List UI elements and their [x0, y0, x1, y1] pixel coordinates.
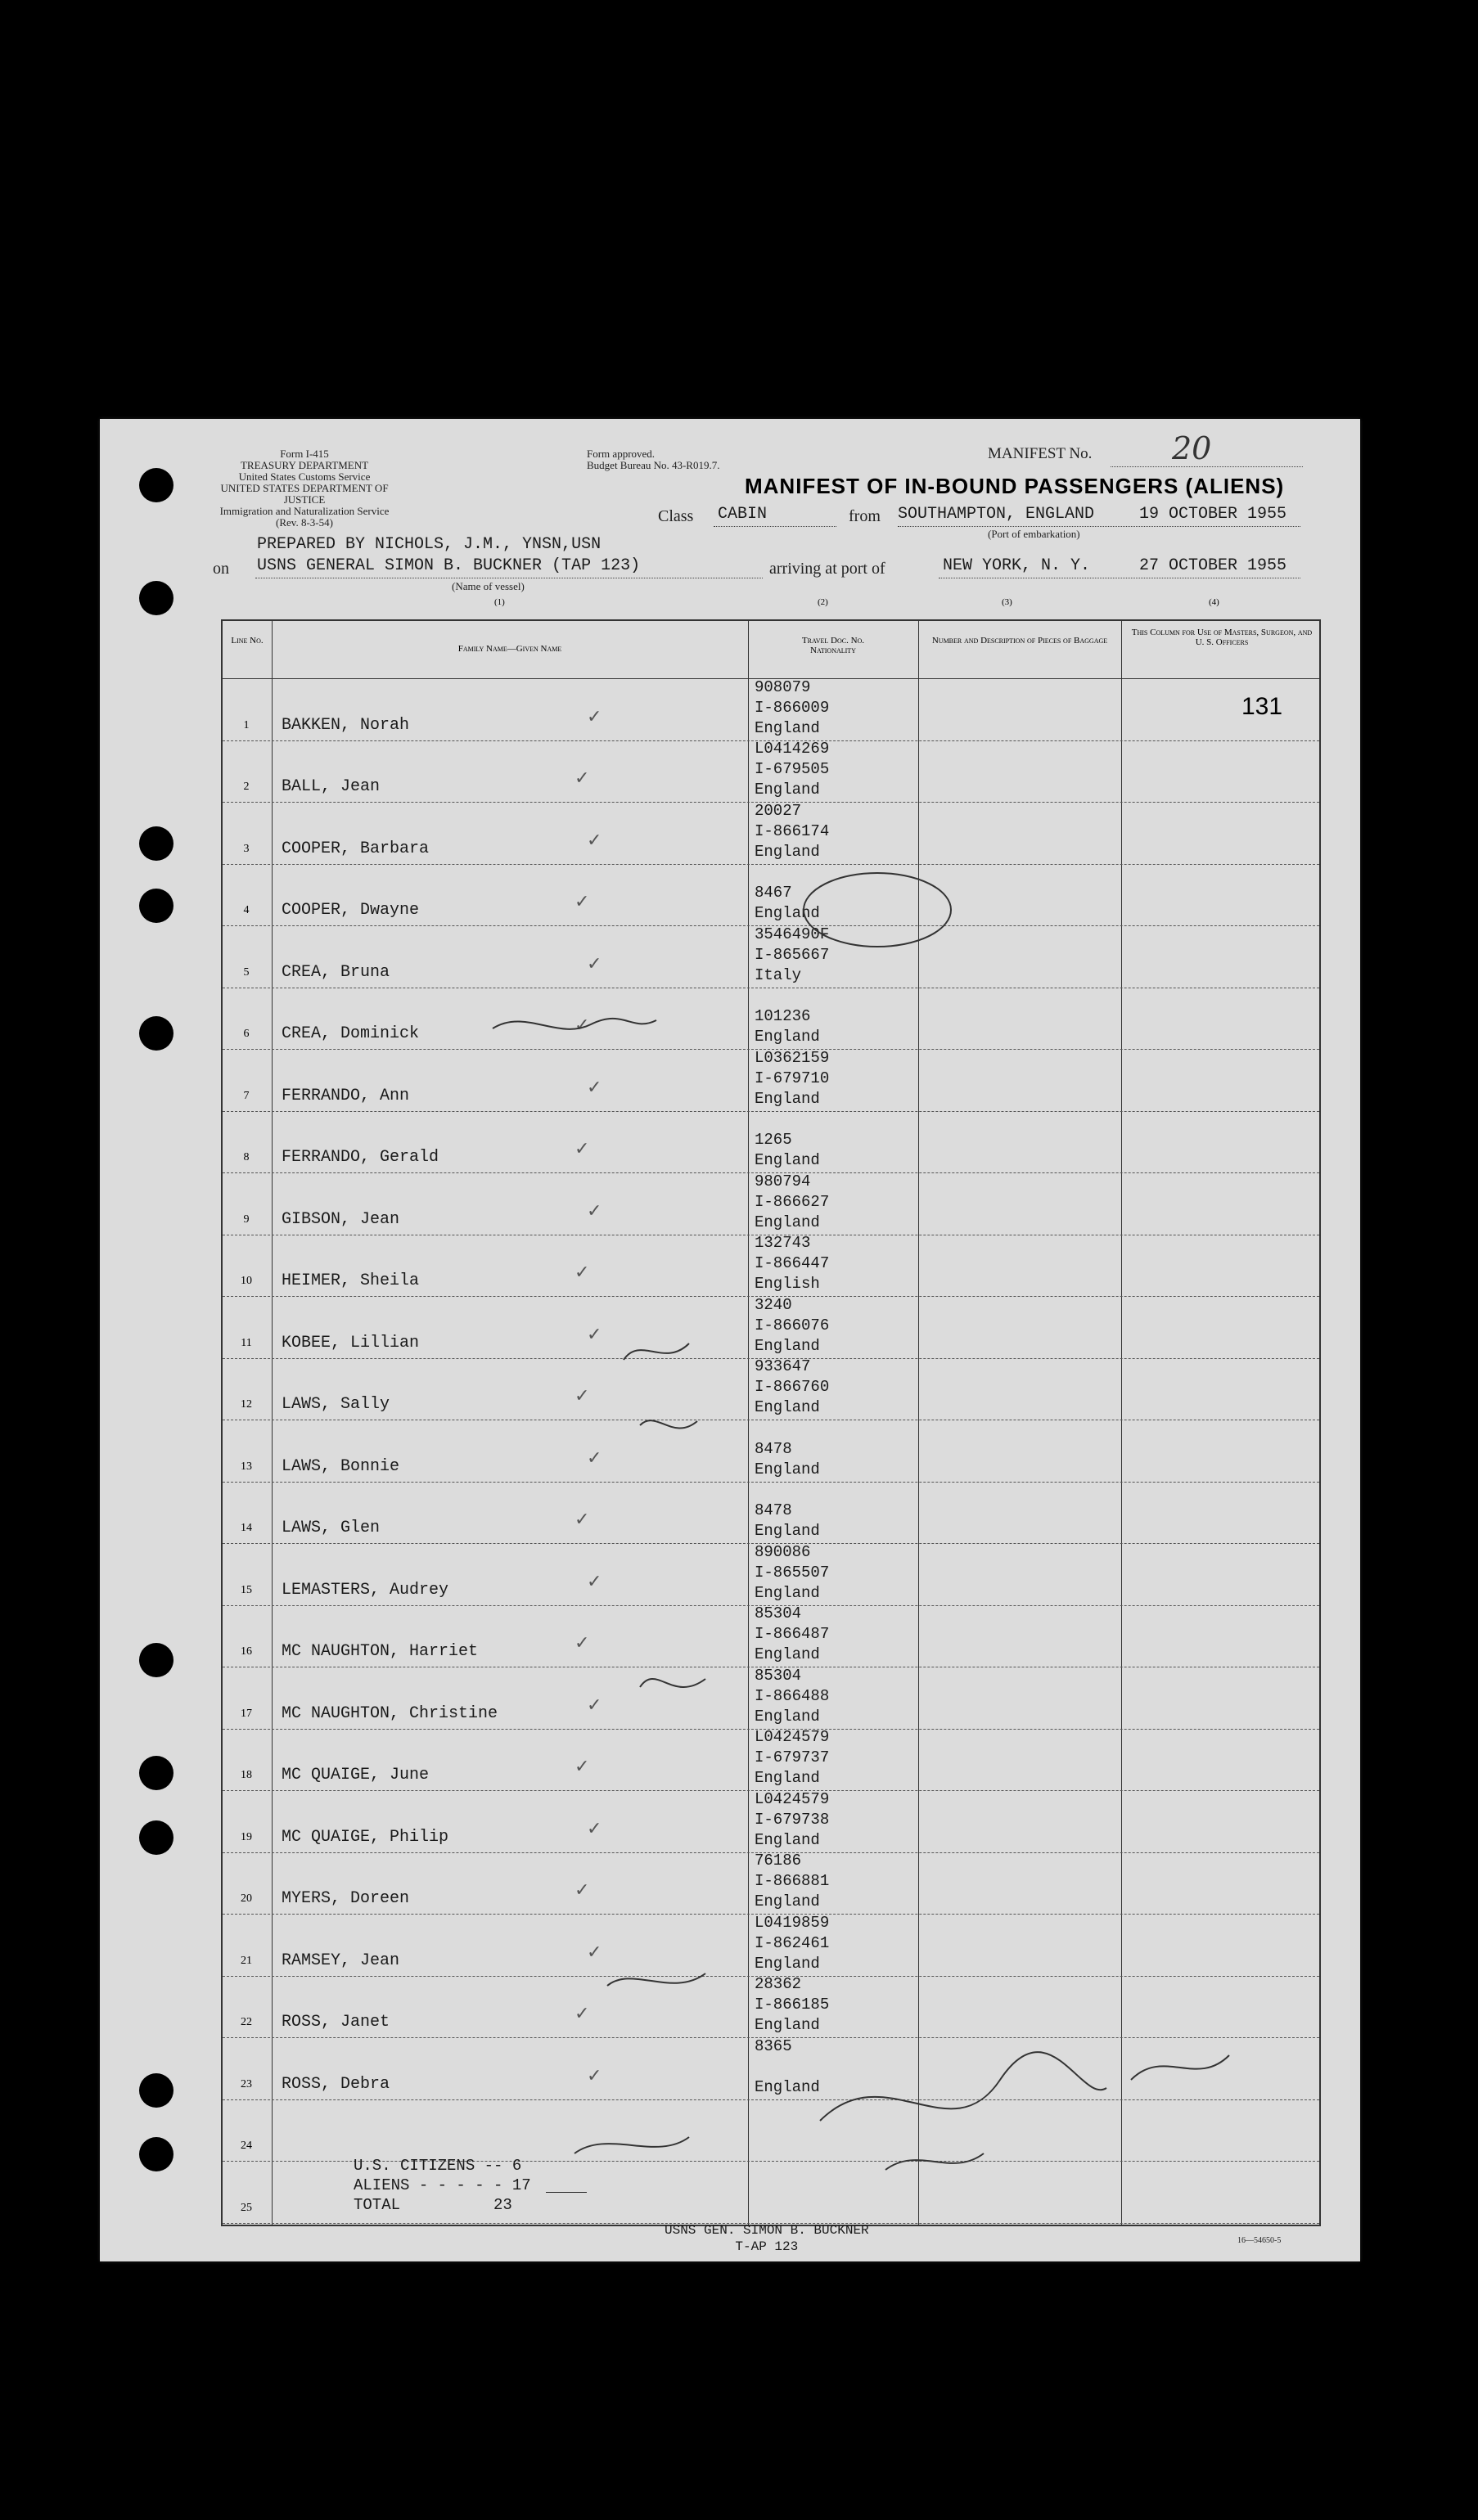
check-mark: ✓ [587, 1447, 602, 1468]
check-mark: ✓ [587, 705, 602, 727]
footer-stamp [665, 2222, 869, 2255]
line-number: 20 [241, 1892, 252, 1905]
line-number: 10 [241, 1275, 252, 1287]
travel-doc: 20027 I-866174 England [755, 801, 830, 861]
passenger-name: CREA, Bruna [282, 962, 390, 982]
passenger-name: MC NAUGHTON, Harriet [282, 1642, 479, 1661]
arrival-date: 27 OCTOBER 1955 [1139, 556, 1287, 575]
line-number: 16 [241, 1645, 252, 1658]
form-approved: Form approved. [587, 448, 656, 460]
check-mark: ✓ [587, 1694, 602, 1715]
signature-mark [885, 2153, 984, 2170]
travel-doc: 76186 I-866881 England [755, 1852, 830, 1910]
arriving-label: arriving at port of [769, 560, 885, 578]
dept-treasury: TREASURY DEPARTMENT [240, 459, 369, 471]
initial-mark [640, 1679, 705, 1687]
line-number: 12 [241, 1398, 252, 1411]
passenger-name: CREA, Dominick [282, 1024, 420, 1043]
line-number: 23 [241, 2077, 252, 2090]
check-mark: ✓ [587, 1570, 602, 1591]
check-mark: ✓ [575, 1632, 590, 1653]
line-number: 15 [241, 1583, 252, 1596]
line-number: 24 [241, 2140, 252, 2152]
check-mark: ✓ [575, 1262, 590, 1282]
travel-doc: 3546490F I-865667 Italy [755, 925, 830, 984]
footer-stamp-line1: USNS GEN. SIMON B. BUCKNER [665, 2223, 869, 2238]
budget-bureau: Budget Bureau No. 43-R019.7. [587, 459, 720, 471]
manifest-page [100, 419, 1360, 2261]
passenger-name: GIBSON, Jean [282, 1209, 400, 1229]
passenger-name: LAWS, Sally [282, 1395, 390, 1414]
col-num-2: (2) [818, 597, 828, 607]
check-mark: ✓ [587, 829, 602, 850]
check-mark: ✓ [587, 1076, 602, 1097]
passenger-name: LAWS, Glen [282, 1519, 381, 1537]
passenger-name: COOPER, Barbara [282, 839, 430, 858]
check-mark: ✓ [575, 891, 590, 911]
check-mark: ✓ [587, 952, 602, 974]
officer-note: 131 [1241, 693, 1283, 720]
passenger-name: MYERS, Doreen [282, 1889, 410, 1908]
line-number: 7 [243, 1089, 250, 1102]
initial-mark [493, 1019, 656, 1029]
passenger-name: BALL, Jean [282, 777, 381, 796]
customs-service: United States Customs Service [238, 470, 371, 483]
passenger-name: LAWS, Bonnie [282, 1456, 400, 1476]
line-number: 6 [243, 1028, 250, 1040]
check-mark: ✓ [575, 2003, 590, 2023]
passenger-name: MC QUAIGE, June [282, 1766, 430, 1784]
passenger-name: ROSS, Debra [282, 2074, 390, 2094]
check-mark: ✓ [575, 1509, 590, 1529]
initial-mark [607, 1973, 705, 1986]
arrival-port: NEW YORK, N. Y. [943, 556, 1091, 575]
port-embark-note: (Port of embarkation) [988, 528, 1080, 540]
header-doc: Travel Doc. No. Nationality [801, 636, 865, 655]
travel-doc: L0424579 I-679738 England [755, 1789, 830, 1849]
travel-doc: 890086 I-865507 England [755, 1542, 830, 1602]
passenger-name: FERRANDO, Ann [282, 1086, 410, 1105]
travel-doc: L0419859 I-862461 England [755, 1913, 830, 1973]
prepared-by: PREPARED BY NICHOLS, J.M., YNSN,USN [257, 535, 602, 554]
manifest-no-value: 20 [1172, 430, 1212, 466]
line-number: 1 [243, 718, 250, 731]
travel-doc: 132743 I-866447 English [755, 1234, 830, 1293]
passenger-name: HEIMER, Sheila [282, 1271, 420, 1290]
dept-justice: UNITED STATES DEPARTMENT OF JUSTICE [220, 482, 389, 506]
passenger-name: FERRANDO, Gerald [282, 1148, 439, 1167]
travel-doc: 8467 England [755, 884, 820, 922]
on-label: on [213, 560, 229, 578]
check-mark: ✓ [587, 1323, 602, 1344]
footer-stamp-line2: T-AP 123 [735, 2239, 799, 2254]
ins-service: Immigration and Naturalization Service [219, 505, 390, 517]
line-number: 4 [243, 904, 250, 916]
line-number: 11 [241, 1336, 252, 1349]
line-number: 25 [241, 2201, 252, 2214]
travel-doc: 1265 England [755, 1131, 820, 1169]
passenger-name: MC NAUGHTON, Christine [282, 1703, 498, 1723]
travel-doc: 85304 I-866487 England [755, 1604, 830, 1663]
check-mark: ✓ [575, 1138, 590, 1159]
travel-doc: 933647 I-866760 England [755, 1357, 830, 1416]
from-value: SOUTHAMPTON, ENGLAND [898, 505, 1095, 524]
vessel-name: USNS GENERAL SIMON B. BUCKNER (TAP 123) [257, 556, 641, 575]
print-code: 16—54650-5 [1237, 2236, 1282, 2245]
signature-mark [1131, 2055, 1229, 2080]
passenger-name: RAMSEY, Jean [282, 1951, 400, 1970]
line-number: 21 [241, 1954, 252, 1967]
line-number: 5 [243, 965, 250, 979]
check-mark: ✓ [575, 1756, 590, 1776]
header-baggage: Number and Description of Pieces of Baggage [931, 636, 1108, 646]
check-mark: ✓ [587, 1941, 602, 1962]
line-number: 22 [241, 2016, 252, 2028]
line-number: 17 [241, 1707, 252, 1720]
handwritten-marks [100, 419, 1360, 2261]
travel-doc: L0424579 I-679737 England [755, 1728, 830, 1787]
travel-doc: 908079 I-866009 England [755, 677, 830, 737]
travel-doc: 3240 I-866076 England [755, 1295, 830, 1355]
initial-mark [640, 1420, 697, 1428]
line-number: 2 [243, 781, 250, 793]
signature-mark [820, 2052, 1106, 2121]
travel-doc: 85304 I-866488 England [755, 1666, 830, 1726]
check-mark: ✓ [587, 1817, 602, 1838]
line-number: 3 [243, 842, 250, 855]
rev-date: (Rev. 8-3-54) [276, 516, 333, 529]
check-mark: ✓ [575, 1879, 590, 1900]
from-date: 19 OCTOBER 1955 [1139, 505, 1287, 524]
header-officers: This Column for Use of Masters, Surgeon, and U. S. Officers [1131, 628, 1313, 647]
travel-doc: 980794 I-866627 England [755, 1172, 830, 1231]
header-name: Family Name—Given Name [457, 644, 562, 654]
line-number: 13 [241, 1460, 252, 1473]
line-number: 14 [241, 1522, 252, 1534]
check-mark: ✓ [575, 1015, 590, 1035]
check-mark: ✓ [575, 1385, 590, 1406]
line-number: 19 [241, 1830, 252, 1843]
header-line-no: Line No. [231, 636, 264, 646]
form-id: Form I-415 [280, 448, 329, 460]
line-number: 18 [241, 1769, 252, 1781]
travel-doc: 8478 England [755, 1439, 820, 1478]
travel-doc: 28362 I-866185 England [755, 1975, 830, 2034]
passenger-name: MC QUAIGE, Philip [282, 1827, 449, 1847]
passenger-name: BAKKEN, Norah [282, 715, 410, 735]
col-num-1: (1) [494, 597, 505, 607]
travel-doc: 8478 England [755, 1501, 820, 1540]
circle-mark [804, 873, 951, 947]
travel-doc: L0414269 I-679505 England [755, 740, 830, 799]
passenger-name: LEMASTERS, Audrey [282, 1580, 449, 1600]
initial-mark [624, 1343, 689, 1360]
check-mark: ✓ [587, 1199, 602, 1221]
travel-doc: L0362159 I-679710 England [755, 1048, 830, 1108]
col-num-4: (4) [1209, 597, 1219, 607]
travel-doc: 101236 England [755, 1007, 820, 1046]
line-number: 9 [243, 1213, 250, 1226]
passenger-name: KOBEE, Lillian [282, 1333, 420, 1352]
manifest-title: MANIFEST OF IN-BOUND PASSENGERS (ALIENS) [745, 474, 1285, 498]
line-number: 8 [243, 1151, 250, 1163]
from-label: from [849, 507, 881, 525]
check-mark: ✓ [587, 2064, 602, 2086]
check-mark: ✓ [575, 767, 590, 788]
passenger-name: ROSS, Janet [282, 2013, 390, 2032]
manifest-no-label: MANIFEST No. [988, 445, 1093, 462]
class-label: Class [658, 507, 694, 525]
travel-doc: 8365 England [755, 2036, 820, 2096]
signature-mark [575, 2137, 689, 2153]
totals-block: U.S. CITIZENS -- 6 ALIENS - - - - - 17 TOTAL 23 [354, 2157, 531, 2214]
vessel-note: (Name of vessel) [452, 580, 525, 592]
col-num-3: (3) [1002, 597, 1012, 607]
passenger-name: COOPER, Dwayne [282, 901, 420, 920]
class-value: CABIN [718, 505, 768, 524]
